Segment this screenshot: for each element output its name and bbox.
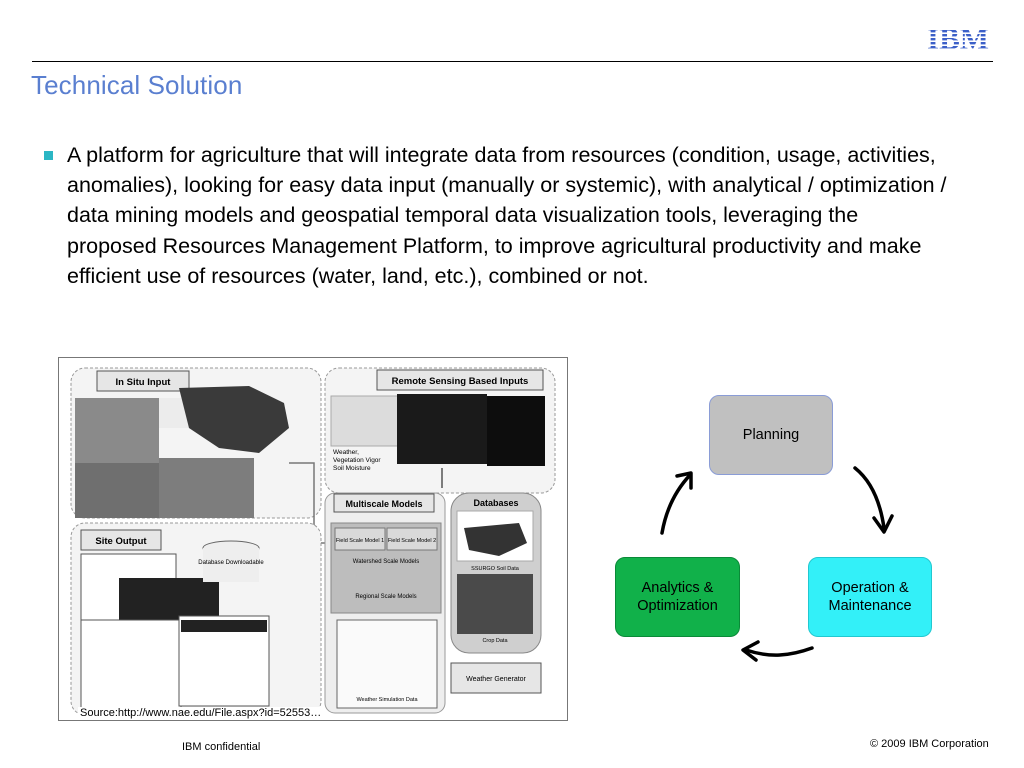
architecture-figure — [58, 357, 568, 721]
svg-text:Field Scale Model 2: Field Scale Model 2 — [387, 538, 437, 544]
svg-text:Regional Scale Models: Regional Scale Models — [355, 594, 417, 600]
header-divider — [32, 61, 993, 62]
ibm-logo — [920, 22, 996, 54]
databases-label: Databases — [473, 498, 519, 508]
operation-node: Operation & Maintenance — [808, 557, 932, 637]
in-situ-label: In Situ Input — [115, 377, 171, 388]
arrow-anal-to-plan — [662, 475, 690, 533]
remote-label: Remote Sensing Based Inputs — [391, 376, 529, 387]
svg-text:Database Downloadable: Database Downloadable — [198, 560, 264, 566]
bullet-marker — [44, 151, 53, 160]
svg-text:SSURGO Soil Data: SSURGO Soil Data — [471, 566, 519, 572]
figure-source: Source:http://www.nae.edu/File.aspx?id=52553… — [80, 707, 322, 719]
footer-copyright: © 2009 IBM Corporation — [870, 738, 989, 750]
svg-text:Weather Generator: Weather Generator — [466, 676, 526, 683]
site-output-label: Site Output — [95, 536, 147, 547]
svg-text:Weather Simulation Data: Weather Simulation Data — [356, 697, 418, 703]
svg-text:Weather,: Weather, — [333, 449, 359, 456]
bullet-text: A platform for agriculture that will integrate data from resources (condition, usage, activities, anomalies), looking for easy data input (manually or systemic), with analytical / optimization / data mining models and geospatial temporal data visualization tools, leveraging the proposed Resources Management Platform, to improve agricultural productivity and make efficient use of resources (water, land, etc.), combined or not. — [67, 143, 947, 288]
multiscale-label: Multiscale Models — [345, 499, 423, 509]
logo-text: IBM — [927, 22, 989, 54]
planning-node: Planning — [709, 395, 833, 475]
svg-text:Vegetation Vigor: Vegetation Vigor — [333, 457, 381, 464]
slide-title: Technical Solution — [31, 70, 243, 100]
arrow-oper-to-anal — [746, 648, 812, 655]
sensor-photo — [159, 458, 254, 518]
svg-text:Watershed Scale Models: Watershed Scale Models — [352, 559, 420, 565]
cycle-diagram — [600, 380, 960, 680]
footer-confidential: IBM confidential — [182, 741, 261, 753]
svg-text:Field Scale Model 1: Field Scale Model 1 — [335, 538, 385, 544]
analytics-node: Analytics & Optimization — [615, 557, 740, 637]
svg-text:Crop Data: Crop Data — [482, 638, 508, 644]
arrow-plan-to-oper — [855, 468, 884, 528]
svg-text:Soil Moisture: Soil Moisture — [333, 465, 371, 472]
field-photo — [75, 398, 159, 463]
us-map-dark — [397, 394, 487, 464]
